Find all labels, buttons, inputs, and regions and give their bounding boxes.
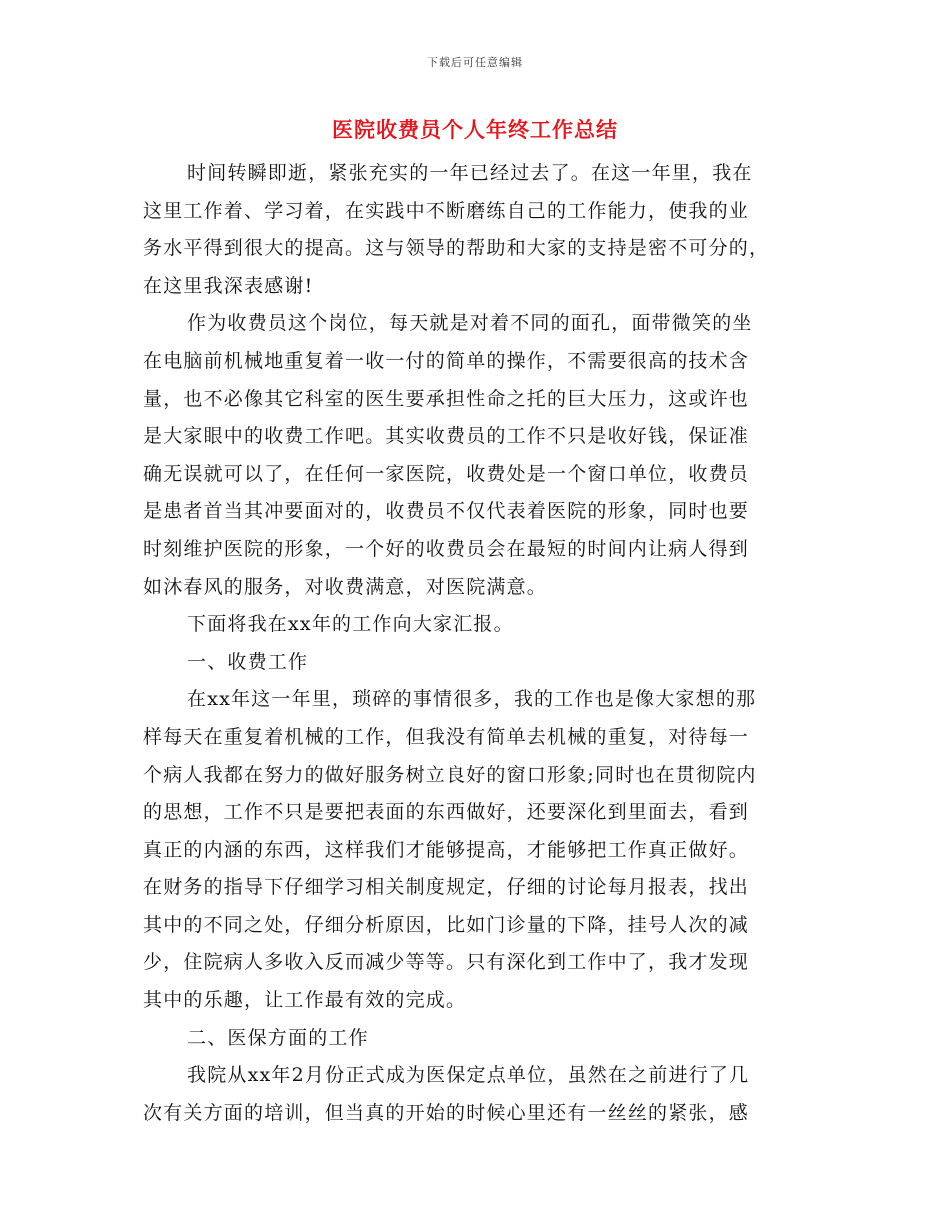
text-line: 务水平得到很大的提高。这与领导的帮助和大家的支持是密不可分的， xyxy=(143,237,770,260)
paragraph-medical-insurance xyxy=(143,1057,797,1132)
document-title: 医院收费员个人年终工作总结 xyxy=(332,117,618,142)
paragraph-charging-work xyxy=(143,681,797,1019)
text-line: 个病人我都在努力的做好服务树立良好的窗口形象;同时也在贯彻院内 xyxy=(143,763,757,786)
text-line: 是患者首当其冲要面对的，收费员不仅代表着医院的形象，同时也要 xyxy=(143,500,750,523)
header-note: 下载后可任意编辑 xyxy=(427,56,523,69)
text-line: 这里工作着、学习着，在实践中不断磨练自己的工作能力，使我的业 xyxy=(143,199,750,222)
text-line: 在电脑前机械地重复着一收一付的简单的操作，不需要很高的技术含 xyxy=(143,349,750,372)
text-line: 次有关方面的培训，但当真的开始的时候心里还有一丝丝的紧张，感 xyxy=(143,1101,750,1124)
text-line: 确无误就可以了，在任何一家医院，收费处是一个窗口单位，收费员 xyxy=(143,462,750,485)
text-line: 其中的乐趣，让工作最有效的完成。 xyxy=(143,989,467,1012)
text-line: 的思想，工作不只是要把表面的东西做好，还要深化到里面去，看到 xyxy=(143,801,750,824)
text-line: 一、收费工作 xyxy=(187,650,309,673)
paragraph-report-intro xyxy=(143,606,797,644)
text-line: 如沐春风的服务，对收费满意，对医院满意。 xyxy=(143,575,548,598)
text-line: 在这里我深表感谢! xyxy=(143,274,314,297)
text-line: 下面将我在xx年的工作向大家汇报。 xyxy=(187,613,514,636)
text-line: 时间转瞬即逝，紧张充实的一年已经过去了。在这一年里，我在 xyxy=(187,162,753,184)
text-line: 我院从xx年2月份正式成为医保定点单位，虽然在之前进行了几 xyxy=(187,1064,750,1087)
document-body xyxy=(143,155,797,1132)
paragraph-intro xyxy=(143,155,797,305)
text-line: 作为收费员这个岗位，每天就是对着不同的面孔，面带微笑的坐 xyxy=(187,312,753,335)
text-line: 少，住院病人多收入反而减少等等。只有深化到工作中了，我才发现 xyxy=(143,951,750,974)
text-line: 时刻维护医院的形象，一个好的收费员会在最短的时间内让病人得到 xyxy=(143,537,750,560)
paragraph-role xyxy=(143,305,797,606)
text-line: 在财务的指导下仔细学习相关制度规定，仔细的讨论每月报表，找出 xyxy=(143,876,750,899)
text-line: 样每天在重复着机械的工作，但我没有简单去机械的重复，对待每一 xyxy=(143,725,750,748)
text-line: 是大家眼中的收费工作吧。其实收费员的工作不只是收好钱，保证准 xyxy=(143,425,750,448)
text-line: 其中的不同之处，仔细分析原因，比如门诊量的下降，挂号人次的减 xyxy=(143,913,750,936)
section-heading-1 xyxy=(143,644,797,682)
text-line: 二、医保方面的工作 xyxy=(187,1026,369,1049)
text-line: 量，也不必像其它科室的医生要承担性命之托的巨大压力，这或许也 xyxy=(143,387,750,410)
text-line: 真正的内涵的东西，这样我们才能够提高，才能够把工作真正做好。 xyxy=(143,838,750,861)
section-heading-2 xyxy=(143,1020,797,1058)
text-line: 在xx年这一年里，琐碎的事情很多，我的工作也是像大家想的那 xyxy=(187,688,757,711)
